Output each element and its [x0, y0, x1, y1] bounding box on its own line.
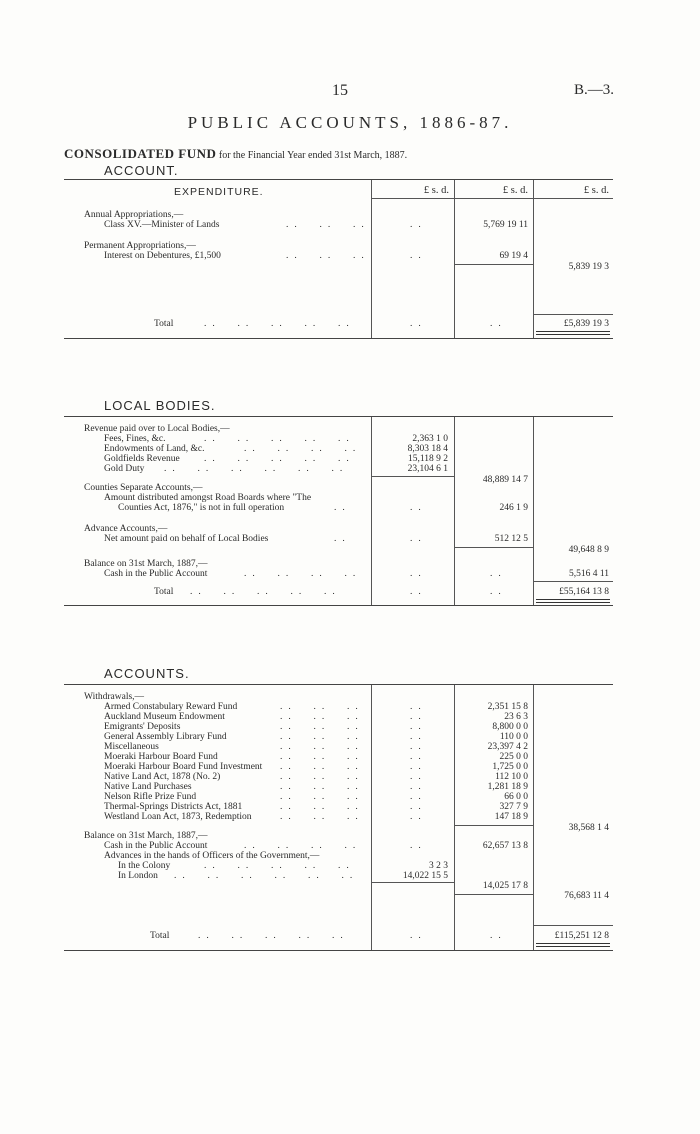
- advance-amount: 512 12 5: [494, 534, 528, 544]
- withdrawals-total: 38,568 1 4: [568, 823, 609, 833]
- withdrawal-label: Native Land Act, 1878 (No. 2): [104, 772, 221, 782]
- subtotal-amount: 5,839 19 3: [568, 262, 609, 272]
- total-label: Total: [154, 319, 174, 329]
- subtotal-rule: [454, 264, 533, 265]
- leader-dots: .. .. .. .. ..: [204, 434, 355, 444]
- withdrawal-amount: 1,281 18 9: [487, 782, 528, 792]
- currency-header: £ s. d.: [423, 185, 449, 196]
- leader-dots: ..: [410, 251, 427, 261]
- consolidated-account-table: [64, 179, 613, 339]
- expenditure-header: EXPENDITURE.: [174, 186, 264, 198]
- page-number: 15: [332, 82, 348, 99]
- annual-item-label: Class XV.—Minister of Lands: [104, 220, 220, 230]
- column-divider: [454, 180, 455, 338]
- fund-subtitle: for the Financial Year ended 31st March, 1887.: [218, 150, 408, 161]
- page-title: PUBLIC ACCOUNTS, 1886-87.: [187, 113, 513, 132]
- total-double-rule: [536, 599, 610, 603]
- column-divider: [371, 685, 372, 950]
- withdrawal-amount: 1,725 0 0: [492, 762, 528, 772]
- leader-dots: ..: [410, 319, 427, 329]
- document-reference: B.—3.: [574, 82, 615, 98]
- leader-dots: .. .. .. ..: [244, 444, 362, 454]
- subtotal-rule: [454, 825, 533, 826]
- accounts-table: [64, 684, 613, 951]
- leader-dots: .. .. .. .. ..: [204, 861, 355, 871]
- revenue-item-amount: 8,303 18 4: [407, 444, 448, 454]
- withdrawal-amount: 112 10 0: [495, 772, 528, 782]
- local-bodies-subtotal: 49,648 8 9: [568, 545, 609, 555]
- withdrawal-amount: 147 18 9: [494, 812, 528, 822]
- revenue-item-label: Endowments of Land, &c.: [104, 444, 205, 454]
- withdrawal-amount: 23,397 4 2: [487, 742, 528, 752]
- balance-label: Balance on 31st March, 1887,—: [84, 559, 208, 569]
- total-amount: £55,164 13 8: [559, 587, 609, 597]
- withdrawal-amount: 110 0 0: [499, 732, 528, 742]
- currency-header: £ s. d.: [583, 185, 609, 196]
- leader-dots: .. .. .. .. .. ..: [164, 464, 349, 474]
- withdrawal-amount: 2,351 15 8: [487, 702, 528, 712]
- total-rule: [533, 925, 613, 926]
- column-divider: [371, 180, 372, 338]
- leader-dots: .. .. .. .. ..: [190, 587, 341, 597]
- subtotal-rule: [371, 476, 454, 477]
- total-amount: £5,839 19 3: [563, 319, 609, 329]
- withdrawal-label: Auckland Museum Endowment: [104, 712, 225, 722]
- column-divider: [454, 685, 455, 950]
- local-bodies-heading: LOCAL BODIES.: [104, 398, 216, 413]
- leader-dots: .. .. .. .. ..: [198, 931, 349, 941]
- accounts-heading: ACCOUNTS.: [104, 666, 190, 681]
- london-item-label: In London: [118, 871, 158, 881]
- column-divider: [533, 685, 534, 950]
- column-divider: [454, 417, 455, 605]
- advances-label: Advances in the hands of Officers of the Government,—: [104, 851, 320, 861]
- revenue-item-label: Fees, Fines, &c.: [104, 434, 166, 444]
- fund-label: CONSOLIDATED FUND: [64, 146, 217, 161]
- fund-caption: [64, 146, 407, 162]
- total-label: Total: [150, 931, 170, 941]
- total-rule: [533, 314, 613, 315]
- balance-amount: 5,516 4 11: [568, 569, 609, 579]
- column-divider: [371, 417, 372, 605]
- leader-dots: ..: [410, 587, 427, 597]
- subtotal-rule: [454, 894, 533, 895]
- revenue-item-label: Gold Duty: [104, 464, 145, 474]
- leader-dots: .. .. .. ..: [244, 569, 362, 579]
- leader-dots: .. .. .. ..: [244, 841, 362, 851]
- cash-item-label: Cash in the Public Account: [104, 841, 208, 851]
- balance-total: 76,683 11 4: [564, 891, 609, 901]
- leader-dots: ..: [410, 569, 427, 579]
- counties-amount: 246 1 9: [499, 503, 528, 513]
- leader-dots: .. .. .. .. ..: [204, 454, 355, 464]
- withdrawal-amount: 23 6 3: [504, 712, 528, 722]
- currency-header: £ s. d.: [502, 185, 528, 196]
- leader-dots: .. .. .. .. .. .. .. .. .. .. .. .. .. .. .. .. .. .. .. .. .. .. .. .. .. .. .. .. .. .. .. .. .. .. .. ..: [280, 702, 364, 822]
- leader-dots: .. .. .. .. ..: [204, 319, 355, 329]
- revenue-item-label: Goldfields Revenue: [104, 454, 180, 464]
- leader-dots: ..: [410, 534, 427, 544]
- account-heading: ACCOUNT.: [104, 163, 179, 178]
- leader-dots: ..: [490, 319, 507, 329]
- permanent-appropriations-label: Permanent Appropriations,—: [84, 241, 196, 251]
- annual-appropriations-label: Annual Appropriations,—: [84, 210, 184, 220]
- local-bodies-table: [64, 416, 613, 606]
- annual-amount: 5,769 19 11: [483, 220, 528, 230]
- leader-dots: ..: [410, 220, 427, 230]
- total-double-rule: [536, 943, 610, 947]
- leader-dots: .. .. ..: [286, 220, 370, 230]
- subtotal-rule: [454, 547, 533, 548]
- colony-amount: 3 2 3: [429, 861, 448, 871]
- withdrawal-amount: 225 0 0: [499, 752, 528, 762]
- subtotal-rule: [371, 882, 454, 883]
- balance-label: Balance on 31st March, 1887,—: [84, 831, 208, 841]
- withdrawal-label: Thermal-Springs Districts Act, 1881: [104, 802, 243, 812]
- total-label: Total: [154, 587, 174, 597]
- total-double-rule: [536, 331, 610, 335]
- withdrawal-label: Miscellaneous: [104, 742, 159, 752]
- revenue-item-amount: 2,363 1 0: [412, 434, 448, 444]
- leader-dots: ..: [410, 503, 427, 513]
- leader-dots: .. .. .. .. .. ..: [174, 871, 359, 881]
- leader-dots: ..: [334, 503, 351, 513]
- withdrawal-label: Armed Constabulary Reward Fund: [104, 702, 238, 712]
- counties-label: Counties Separate Accounts,—: [84, 483, 203, 493]
- revenue-label: Revenue paid over to Local Bodies,—: [84, 424, 230, 434]
- london-amount: 14,022 15 5: [402, 871, 448, 881]
- leader-dots: ..: [490, 931, 507, 941]
- withdrawal-label: Westland Loan Act, 1873, Redemption: [104, 812, 252, 822]
- withdrawal-label: General Assembly Library Fund: [104, 732, 227, 742]
- cash-amount: 62,657 13 8: [482, 841, 528, 851]
- permanent-item-label: Interest on Debentures, £1,500: [104, 251, 221, 261]
- header-rule: [371, 198, 613, 199]
- balance-item-label: Cash in the Public Account: [104, 569, 208, 579]
- leader-dots: .. .. ..: [286, 251, 370, 261]
- withdrawals-label: Withdrawals,—: [84, 692, 145, 702]
- counties-line2: Counties Act, 1876," is not in full operation: [118, 503, 285, 513]
- withdrawal-amount: 327 7 9: [499, 802, 528, 812]
- leader-dots: ..: [410, 841, 427, 851]
- permanent-amount: 69 19 4: [499, 251, 528, 261]
- revenue-item-amount: 23,104 6 1: [407, 464, 448, 474]
- withdrawal-label: Moeraki Harbour Board Fund: [104, 752, 218, 762]
- withdrawal-label: Emigrants' Deposits: [104, 722, 181, 732]
- advances-total: 14,025 17 8: [482, 881, 528, 891]
- counties-line1: Amount distributed amongst Road Boards where "The: [104, 493, 312, 503]
- leader-dots: ..: [334, 534, 351, 544]
- withdrawal-amount: 8,800 0 0: [492, 722, 528, 732]
- revenue-total: 48,889 14 7: [482, 475, 528, 485]
- colony-item-label: In the Colony: [118, 861, 171, 871]
- withdrawal-label: Moeraki Harbour Board Fund Investment: [104, 762, 263, 772]
- advance-label: Advance Accounts,—: [84, 524, 168, 534]
- revenue-item-amount: 15,118 9 2: [407, 454, 448, 464]
- withdrawal-label: Nelson Rifle Prize Fund: [104, 792, 197, 802]
- leader-dots: ..: [490, 569, 507, 579]
- withdrawal-amount: 66 0 0: [504, 792, 528, 802]
- total-rule: [533, 581, 613, 582]
- total-amount: £115,251 12 8: [554, 931, 609, 941]
- column-divider: [533, 417, 534, 605]
- withdrawal-label: Native Land Purchases: [104, 782, 192, 792]
- leader-dots: ..: [410, 931, 427, 941]
- leader-dots: ..: [490, 587, 507, 597]
- leader-dots: .. .. .. .. .. .. .. .. .. .. .. ..: [410, 702, 427, 822]
- advance-item-label: Net amount paid on behalf of Local Bodies: [104, 534, 269, 544]
